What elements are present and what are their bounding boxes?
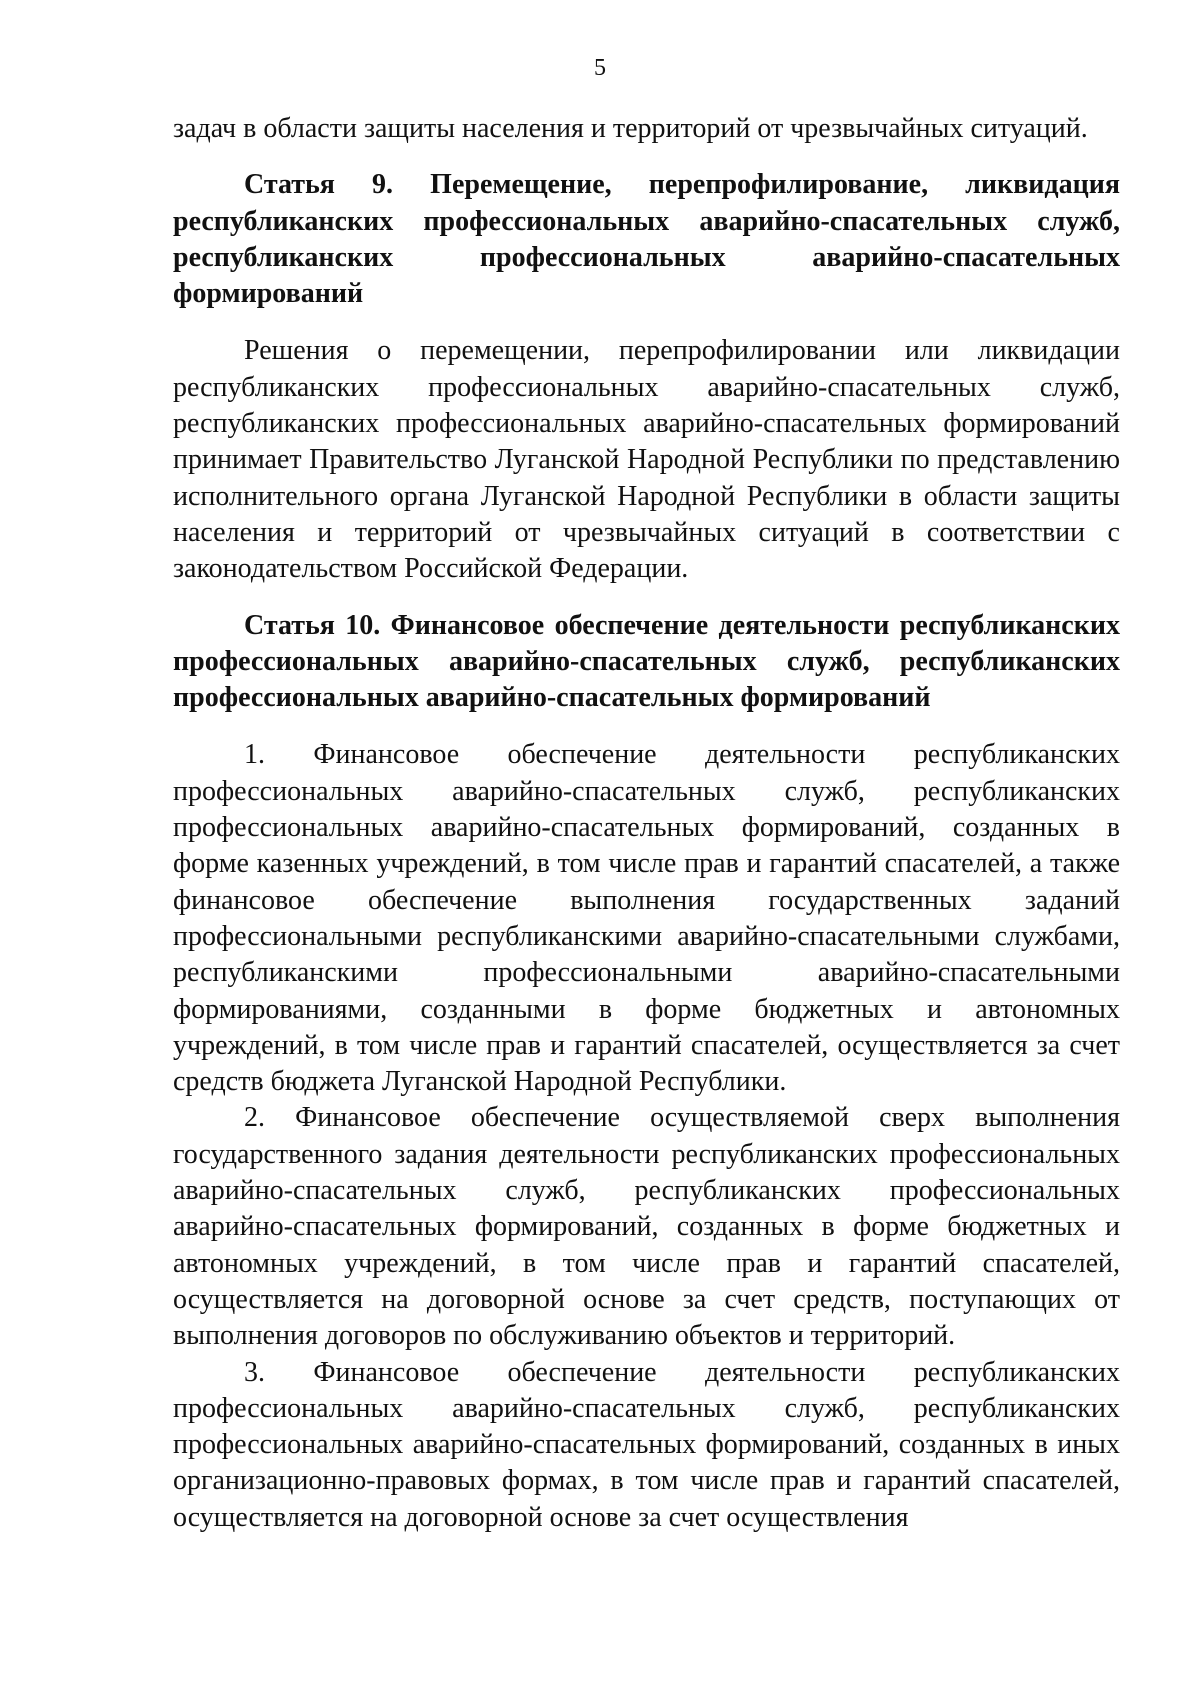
article-10-item-2: 2. Финансовое обеспечение осуществляемой сверх выполнения государственного задания деятельности республиканских профессиональных аварийно-спасательных служб, республиканских профессиональных аварийно-спасательных формирований, созданных в форме бюджетных и автономных учреждений, в том числе прав и гарантий спасателей, осуществляется на договорной основе за счет средств, поступающих от выполнения договоров по обслуживанию объектов и территорий. [173, 1102, 1120, 1352]
article-10-heading: Статья 10. Финансовое обеспечение деятельности республиканских профессиональных аварийно-спасательных служб, республиканских профессиональных аварийно-спасательных формирований [173, 609, 1120, 714]
article-10-item-1: 1. Финансовое обеспечение деятельности республиканских профессиональных аварийно-спасательных служб, республиканских профессиональных аварийно-спасательных формирований, созданных в форме казенных учреждений, в том числе прав и гарантий спасателей, а также финансовое обеспечение выполнения государственных заданий профессиональными республиканскими аварийно-спасательными службами, республиканскими профессиональными аварийно-спасательными формированиями, созданными в форме бюджетных и автономных учреждений, в том числе прав и гарантий спасателей, осуществляется за счет средств бюджета Луганской Народной Республики. [173, 739, 1120, 1098]
article-10-item-3: 3. Финансовое обеспечение деятельности республиканских профессиональных аварийно-спасательных служб, республиканских профессиональных аварийно-спасательных формирований, созданных в иных организационно-правовых формах, в том числе прав и гарантий спасателей, осуществляется на договорной основе за счет осуществления [173, 1356, 1120, 1533]
article-9-paragraph: Решения о перемещении, перепрофилировании или ликвидации республиканских профессиональных аварийно-спасательных служб, республиканских профессиональных аварийно-спасательных формирований принимает Правительство Луганской Народной Республики по представлению исполнительного органа Луганской Народной Республики в области защиты населения и территорий от чрезвычайных ситуаций в соответствии с законодательством Российской Федерации. [173, 335, 1120, 585]
article-9-heading: Статья 9. Перемещение, перепрофилирование, ликвидация республиканских профессиональных аварийно-спасательных служб, республиканских профессиональных аварийно-спасательных формирований [173, 169, 1120, 310]
continuation-paragraph: задач в области защиты населения и территорий от чрезвычайных ситуаций. [173, 113, 1088, 144]
document-body [173, 111, 1120, 1536]
page-number: 5 [594, 55, 606, 81]
